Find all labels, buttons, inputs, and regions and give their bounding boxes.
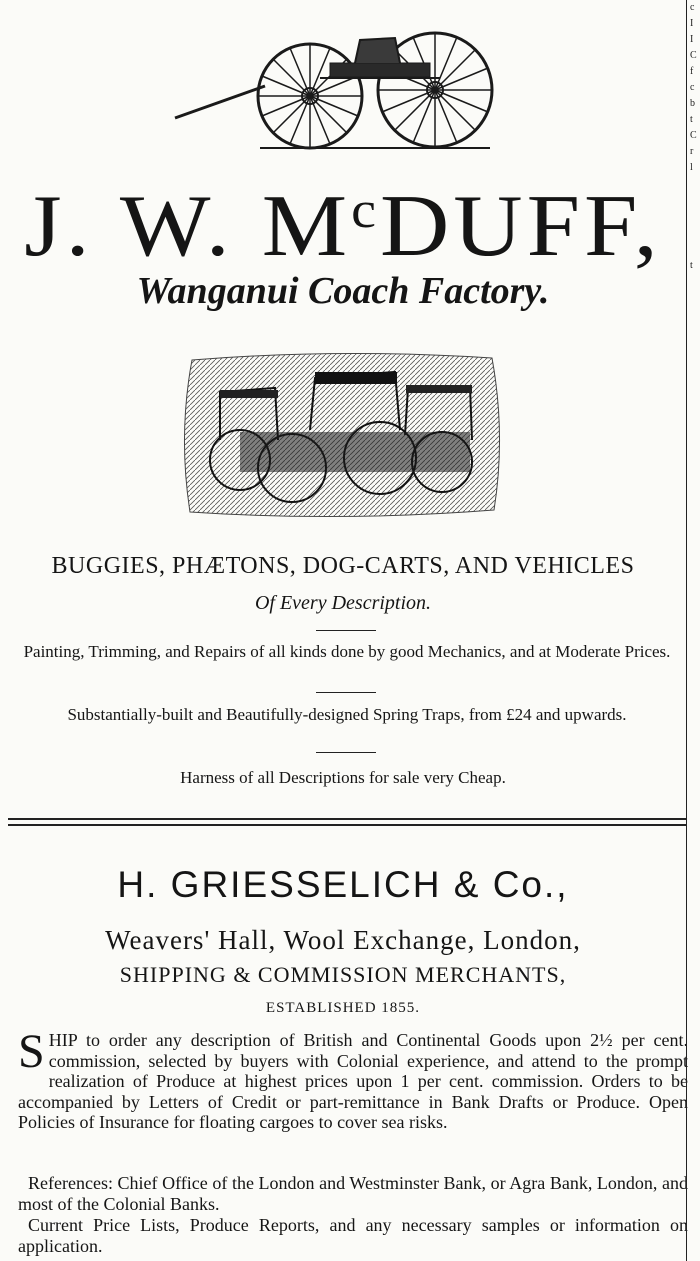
edge-letter: C xyxy=(690,50,697,61)
vehicles-heading: BUGGIES, PHÆTONS, DOG-CARTS, AND VEHICLES xyxy=(51,553,635,579)
divider xyxy=(316,692,376,693)
advertisement-separator xyxy=(8,818,686,826)
edge-letter: b xyxy=(690,98,695,109)
name-suffix: DUFF, xyxy=(379,175,662,275)
established-date: ESTABLISHED 1855. xyxy=(265,1000,421,1016)
edge-letter: r xyxy=(690,146,694,157)
name-superscript: c xyxy=(351,182,380,240)
drop-cap: S xyxy=(18,1025,45,1078)
edge-letter: t xyxy=(690,260,693,271)
carriages-engraving xyxy=(180,350,505,520)
edge-letter: c xyxy=(690,82,695,93)
divider xyxy=(316,752,376,753)
service-text: HIP to order any description of British and Continental Goods upon 2½ per cent. commission, selected by buyers with Colonial experience, and attend to the prompt realization of Produce at highest prices upon 1 per cent. commission. Orders to be accompanied by Letters of Credit or part-remittance in Bank Drafts or Produce. Open Policies of Insurance for floating cargoes to cover sea risks. xyxy=(18,1030,688,1132)
every-description: Of Every Description. xyxy=(254,592,432,614)
edge-letter: I xyxy=(690,18,694,29)
company-role: SHIPPING & COMMISSION MERCHANTS, xyxy=(119,962,567,987)
company-address: Weavers' Hall, Wool Exchange, London, xyxy=(105,925,581,955)
edge-letter: f xyxy=(690,66,694,77)
edge-letter: c xyxy=(690,2,695,13)
name-prefix: J. W. M xyxy=(24,175,352,275)
proprietor-name xyxy=(0,165,686,275)
company-title: H. GRIESSELICH & Co., xyxy=(117,864,569,905)
edge-letter: I xyxy=(690,34,694,45)
traps-notice: Substantially-built and Beautifully-designed Spring Traps, from £24 and upwards. xyxy=(67,705,627,724)
painting-notice: Painting, Trimming, and Repairs of all kinds done by good Mechanics, and at Moderate Prices. xyxy=(23,642,671,661)
price-lists-text: Current Price Lists, Produce Reports, and any necessary samples or information on application. xyxy=(18,1215,688,1256)
edge-letter: t xyxy=(690,114,693,125)
edge-letter: l xyxy=(690,162,693,173)
service-description xyxy=(18,1025,688,1133)
divider xyxy=(316,630,376,631)
factory-subtitle: Wanganui Coach Factory. xyxy=(136,270,550,312)
harness-notice: Harness of all Descriptions for sale very Cheap. xyxy=(180,768,506,787)
adjacent-column-edge xyxy=(686,0,700,1261)
edge-letter: C xyxy=(690,130,697,141)
references-text: References: Chief Office of the London and Westminster Bank, or Agra Bank, London, and most of the Colonial Banks. xyxy=(18,1173,688,1214)
buggy-illustration xyxy=(170,28,500,153)
